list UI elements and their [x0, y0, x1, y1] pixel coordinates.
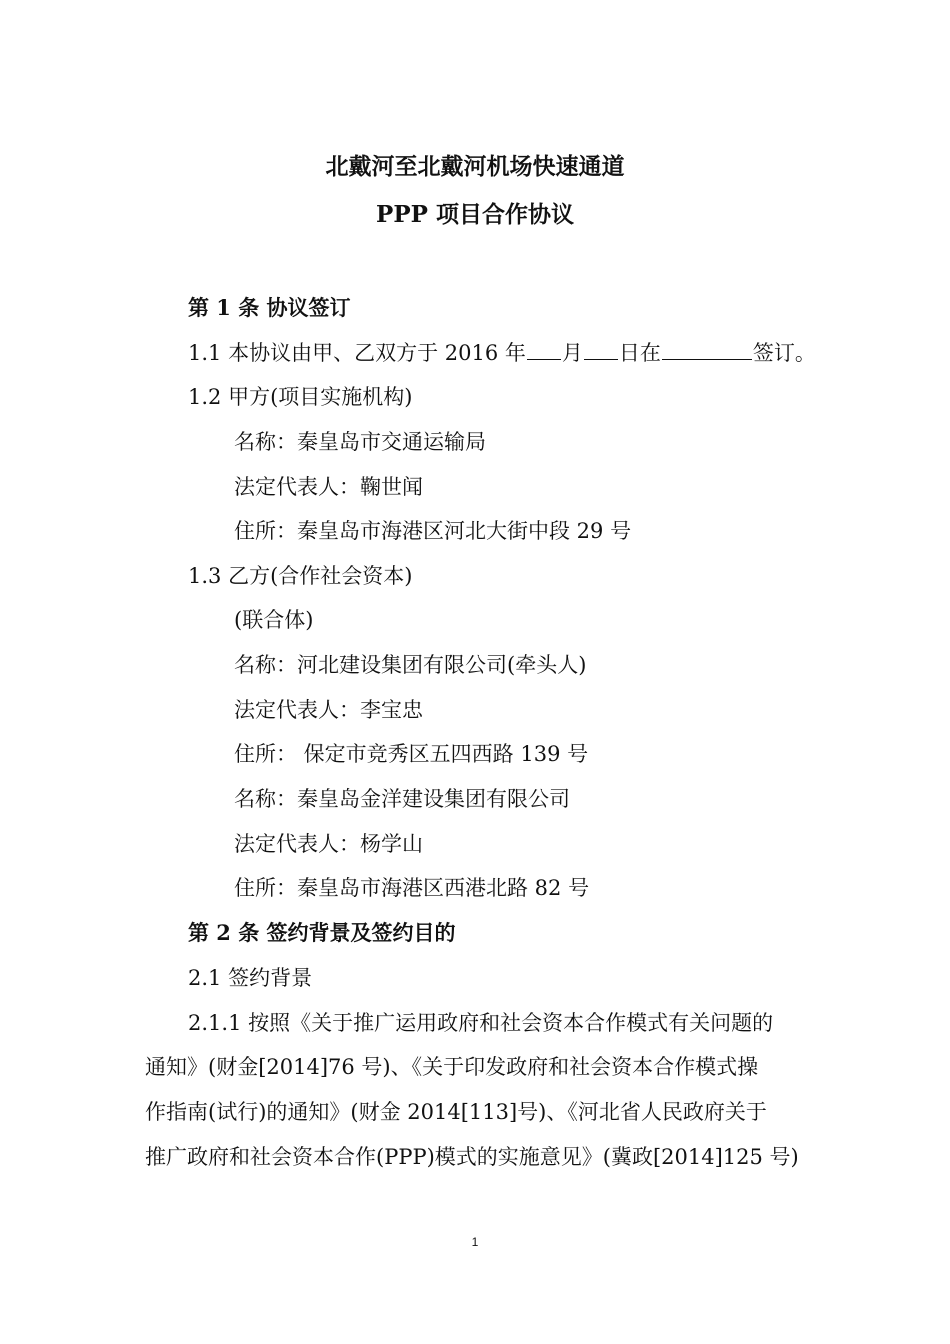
clause-1-2: 1.2 甲方(项目实施机构): [188, 385, 413, 409]
party-b2-name: 名称：秦皇岛金洋建设集团有限公司: [234, 787, 570, 811]
clause-2-1-1-line-2: 通知》(财金[2014]76 号)、《关于印发政府和社会资本合作模式操: [145, 1055, 759, 1079]
clause-1-1-text-c: 日在: [618, 341, 661, 365]
month-blank: [527, 339, 561, 360]
article-1-heading: 第 1 条 协议签订: [188, 295, 351, 320]
clause-2-1-1-line-3: 作指南(试行)的通知》(财金 2014[113]号)、《河北省人民政府关于: [145, 1100, 767, 1124]
article-2-heading: 第 2 条 签约背景及签约目的: [188, 920, 456, 945]
party-a-address: 住所：秦皇岛市海港区河北大街中段 29 号: [234, 519, 632, 543]
clause-1-1: [188, 339, 816, 367]
party-b1-representative: 法定代表人：李宝忠: [234, 698, 423, 722]
clause-1-1-text-d: 签订。: [752, 341, 816, 365]
party-b1-name: 名称：河北建设集团有限公司(牵头人): [234, 653, 587, 677]
clause-2-1-1-line-4: 推广政府和社会资本合作(PPP)模式的实施意见》(冀政[2014]125 号): [145, 1145, 799, 1169]
consortium-label: (联合体): [234, 608, 314, 632]
party-b2-representative: 法定代表人：杨学山: [234, 832, 423, 856]
document-title-line-2: PPP 项目合作协议: [376, 201, 574, 228]
party-b1-address: 住所： 保定市竞秀区五四西路 139 号: [234, 742, 589, 766]
page-number: 1: [471, 1235, 479, 1249]
document-title-line-1: 北戴河至北戴河机场快速通道: [325, 153, 625, 180]
party-b2-address: 住所：秦皇岛市海港区西港北路 82 号: [234, 876, 590, 900]
clause-1-3: 1.3 乙方(合作社会资本): [188, 564, 413, 588]
place-blank: [662, 339, 752, 360]
clause-2-1: 2.1 签约背景: [188, 966, 313, 990]
day-blank: [584, 339, 618, 360]
clause-1-1-text-a: 1.1 本协议由甲、乙双方于 2016 年: [188, 341, 526, 365]
party-a-representative: 法定代表人：鞠世闻: [234, 475, 423, 499]
clause-1-1-text-b: 月: [561, 341, 583, 365]
clause-2-1-1-line-1: 2.1.1 按照《关于推广运用政府和社会资本合作模式有关问题的: [188, 1011, 774, 1035]
party-a-name: 名称：秦皇岛市交通运输局: [234, 430, 486, 454]
